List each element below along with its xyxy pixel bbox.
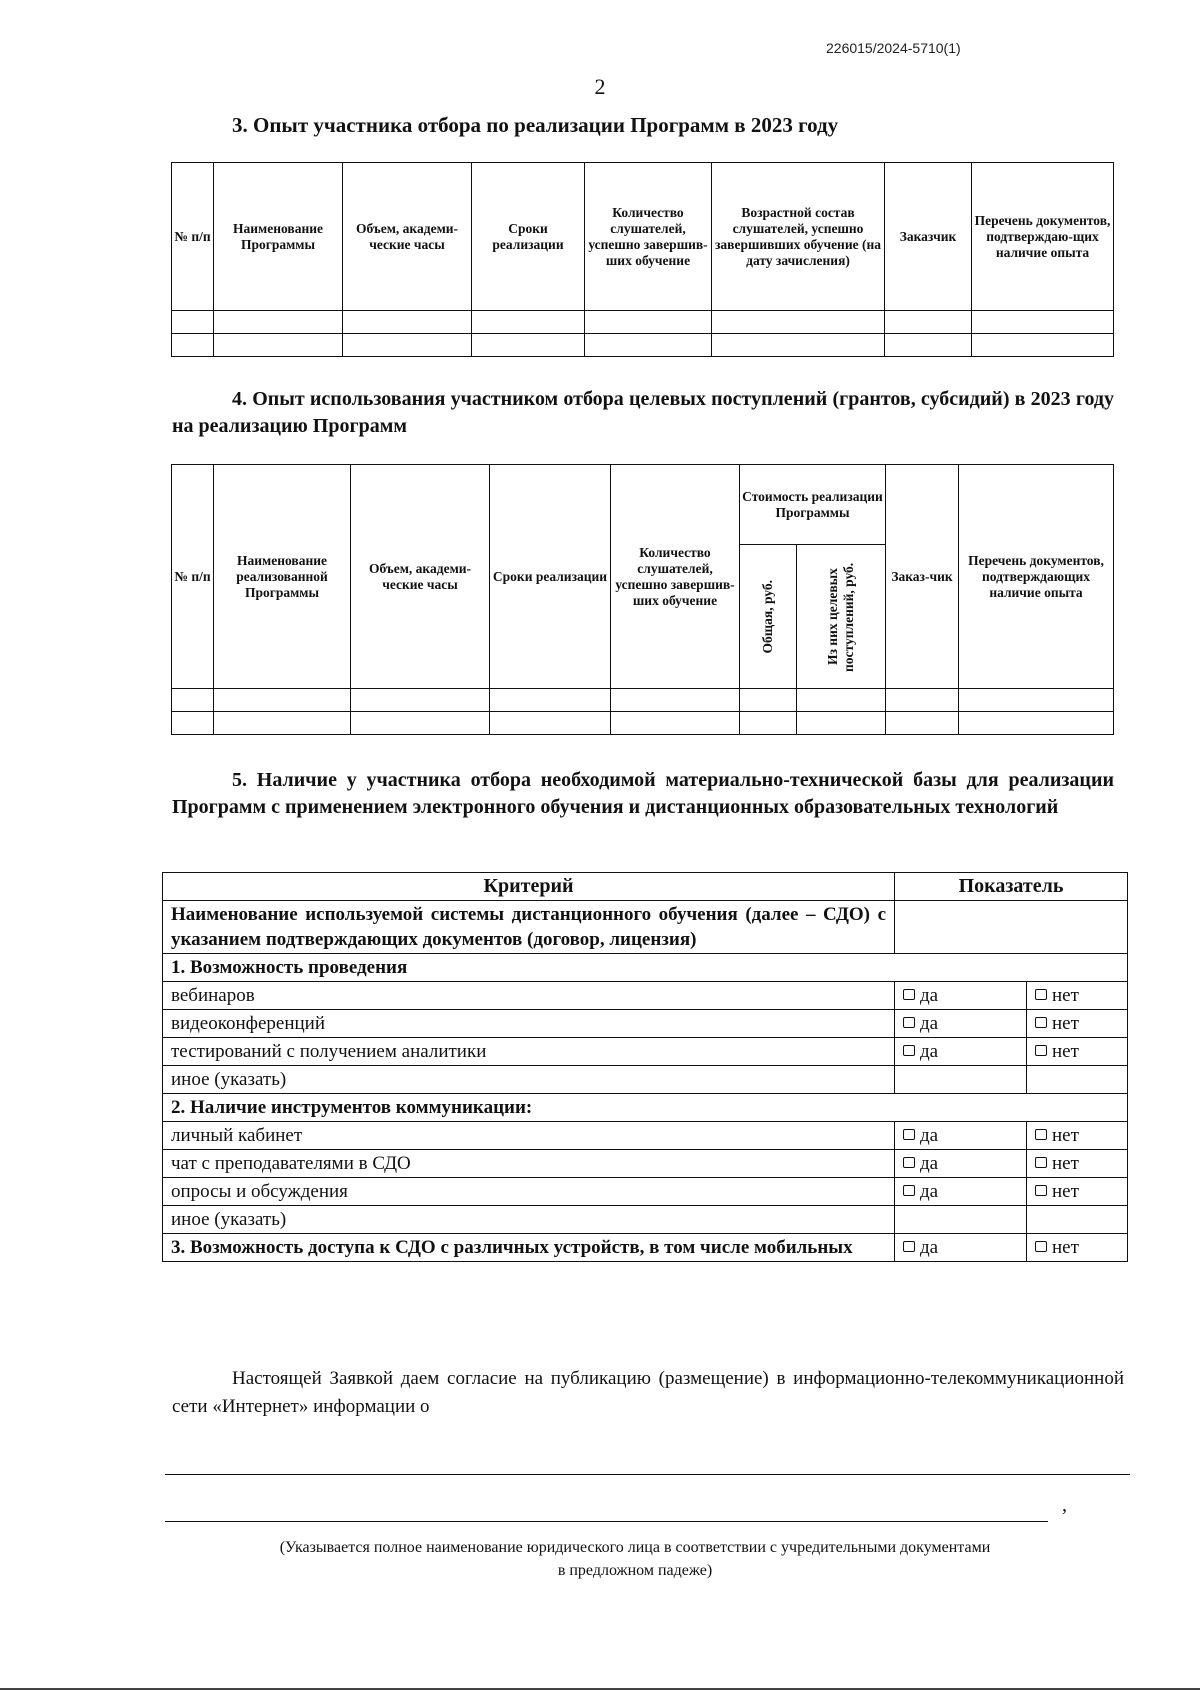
table-cell[interactable] xyxy=(343,334,472,357)
col-documents: Перечень документов, подтверждаю-щих наличие опыта xyxy=(972,163,1114,311)
yes-checkbox[interactable] xyxy=(895,1010,1027,1038)
no-checkbox[interactable] xyxy=(1027,1038,1128,1066)
org-name-line-2[interactable] xyxy=(165,1521,1048,1522)
table-cell[interactable] xyxy=(214,712,351,735)
no-checkbox[interactable] xyxy=(1027,1234,1128,1262)
section5-title: 5. Наличие у участника отбора необходимой материально-технической базы для реализации Программ с применением электронного обучения и дистанционных образовательных технологий xyxy=(172,769,1114,818)
yes-label: да xyxy=(920,1125,939,1146)
criteria-label: личный кабинет xyxy=(163,1122,895,1150)
table-row xyxy=(172,311,1114,334)
no-label: нет xyxy=(1052,1013,1079,1034)
checkbox-icon[interactable] xyxy=(903,1129,915,1140)
col-program-name: Наименование реализованной Программы xyxy=(214,465,351,689)
criteria-label: чат с преподавателями в СДО xyxy=(163,1150,895,1178)
section3-table xyxy=(171,162,1114,357)
table-cell[interactable] xyxy=(172,334,214,357)
yes-checkbox[interactable] xyxy=(895,1038,1027,1066)
table-cell[interactable] xyxy=(886,689,959,712)
document-id: 226015/2024-5710(1) xyxy=(826,40,961,56)
yes-label: да xyxy=(920,1153,939,1174)
col-students: Количество слушателей, успешно завершив-ших обучение xyxy=(585,163,712,311)
page-number: 2 xyxy=(594,74,606,99)
no-label: нет xyxy=(1052,1041,1079,1062)
yes-label: да xyxy=(920,1041,939,1062)
checkbox-icon[interactable] xyxy=(1035,1185,1047,1196)
no-label: нет xyxy=(1052,985,1079,1006)
org-name-caption-line-2: в предложном падеже) xyxy=(557,1562,713,1579)
yes-checkbox[interactable] xyxy=(895,1150,1027,1178)
col-cost-group: Стоимость реализации Программы xyxy=(740,465,886,545)
checkbox-icon[interactable] xyxy=(903,989,915,1000)
yes-checkbox[interactable] xyxy=(895,1122,1027,1150)
page-bottom-edge xyxy=(0,1688,1200,1690)
other-value-cell[interactable] xyxy=(1027,1066,1128,1094)
criteria-row-chat xyxy=(163,1150,1128,1178)
yes-checkbox[interactable] xyxy=(895,982,1027,1010)
table-cell[interactable] xyxy=(611,689,740,712)
table-cell[interactable] xyxy=(172,689,214,712)
col-customer: Заказчик xyxy=(885,163,972,311)
no-checkbox[interactable] xyxy=(1027,1010,1128,1038)
sdo-name-value[interactable] xyxy=(895,901,1128,954)
no-checkbox[interactable] xyxy=(1027,982,1128,1010)
consent-text: Настоящей Заявкой даем согласие на публикацию (размещение) в информационно-телекоммуникационной сети «Интернет» информации о xyxy=(172,1368,1124,1417)
table-cell[interactable] xyxy=(797,689,886,712)
no-checkbox[interactable] xyxy=(1027,1178,1128,1206)
col-age-composition: Возрастной состав слушателей, успешно завершивших обучение (на дату зачисления) xyxy=(712,163,885,311)
indicator-header: Показатель xyxy=(895,873,1128,901)
table-cell[interactable] xyxy=(740,712,797,735)
criteria-row-surveys xyxy=(163,1178,1128,1206)
yes-label: да xyxy=(920,1237,939,1258)
col-cost-targeted: Из них целевых поступлений, руб. xyxy=(825,561,856,672)
group3-title: 3. Возможность доступа к СДО с различных устройств, в том числе мобильных xyxy=(163,1234,895,1262)
table-cell[interactable] xyxy=(886,712,959,735)
table-cell[interactable] xyxy=(712,311,885,334)
table-cell[interactable] xyxy=(214,689,351,712)
table-cell[interactable] xyxy=(472,334,585,357)
checkbox-icon[interactable] xyxy=(1035,1157,1047,1168)
criterion-header: Критерий xyxy=(163,873,895,901)
yes-label: да xyxy=(920,1013,939,1034)
criteria-row-mobile-access xyxy=(163,1234,1128,1262)
col-customer: Заказ-чик xyxy=(886,465,959,689)
col-volume: Объем, академи-ческие часы xyxy=(343,163,472,311)
no-label: нет xyxy=(1052,1181,1079,1202)
no-label: нет xyxy=(1052,1237,1079,1258)
group1-title: 1. Возможность проведения xyxy=(163,954,1128,982)
criteria-row-personal-account xyxy=(163,1122,1128,1150)
table-cell[interactable] xyxy=(585,311,712,334)
table-cell[interactable] xyxy=(172,712,214,735)
section4-table xyxy=(171,464,1114,735)
table-row xyxy=(172,689,1114,712)
no-label: нет xyxy=(1052,1125,1079,1146)
table-cell[interactable] xyxy=(490,689,611,712)
table-cell[interactable] xyxy=(343,311,472,334)
table-cell[interactable] xyxy=(351,712,490,735)
criteria-row-other xyxy=(163,1206,1128,1234)
checkbox-icon[interactable] xyxy=(1035,989,1047,1000)
table-cell[interactable] xyxy=(214,334,343,357)
criteria-label: вебинаров xyxy=(163,982,895,1010)
col-students: Количество слушателей, успешно завершив-ших обучение xyxy=(611,465,740,689)
criteria-label: иное (указать) xyxy=(163,1066,895,1094)
table-cell[interactable] xyxy=(885,334,972,357)
table-cell[interactable] xyxy=(712,334,885,357)
sdo-name-label: Наименование используемой системы дистанционного обучения (далее – СДО) с указанием подтверждающих документов (договор, лицензия) xyxy=(163,901,895,954)
table-cell[interactable] xyxy=(490,712,611,735)
table-cell[interactable] xyxy=(972,311,1114,334)
comma: , xyxy=(1062,1494,1067,1516)
col-volume: Объем, академи-ческие часы xyxy=(351,465,490,689)
other-value-cell[interactable] xyxy=(895,1206,1027,1234)
criteria-row-videoconferences xyxy=(163,1010,1128,1038)
no-label: нет xyxy=(1052,1153,1079,1174)
other-value-cell[interactable] xyxy=(1027,1206,1128,1234)
no-checkbox[interactable] xyxy=(1027,1122,1128,1150)
org-name-line-1[interactable] xyxy=(165,1474,1130,1475)
col-terms: Сроки реализации xyxy=(490,465,611,689)
col-terms: Сроки реализации xyxy=(472,163,585,311)
group2-title: 2. Наличие инструментов коммуникации: xyxy=(163,1094,1128,1122)
criteria-label: иное (указать) xyxy=(163,1206,895,1234)
section5-table xyxy=(162,872,1128,1262)
table-cell[interactable] xyxy=(472,311,585,334)
checkbox-icon[interactable] xyxy=(1035,1045,1047,1056)
checkbox-icon[interactable] xyxy=(1035,1129,1047,1140)
yes-checkbox[interactable] xyxy=(895,1178,1027,1206)
criteria-row-other xyxy=(163,1066,1128,1094)
criteria-row-testing xyxy=(163,1038,1128,1066)
no-checkbox[interactable] xyxy=(1027,1150,1128,1178)
section4-title: 4. Опыт использования участником отбора целевых поступлений (грантов, субсидий) в 2023 году на реализацию Программ xyxy=(172,388,1114,437)
table-cell[interactable] xyxy=(172,311,214,334)
yes-label: да xyxy=(920,985,939,1006)
criteria-label: видеоконференций xyxy=(163,1010,895,1038)
yes-checkbox[interactable] xyxy=(895,1234,1027,1262)
section3-title: 3. Опыт участника отбора по реализации Программ в 2023 году xyxy=(232,113,839,137)
table-cell[interactable] xyxy=(959,689,1114,712)
table-cell[interactable] xyxy=(351,689,490,712)
col-documents: Перечень документов, подтверждающих наличие опыта xyxy=(959,465,1114,689)
col-program-name: Наименование Программы xyxy=(214,163,343,311)
org-name-caption-line-1: (Указывается полное наименование юридического лица в соответствии с учредительными документами xyxy=(279,1539,991,1556)
checkbox-icon[interactable] xyxy=(1035,1017,1047,1028)
yes-label: да xyxy=(920,1181,939,1202)
table-cell[interactable] xyxy=(611,712,740,735)
checkbox-icon[interactable] xyxy=(903,1045,915,1056)
checkbox-icon[interactable] xyxy=(903,1185,915,1196)
checkbox-icon[interactable] xyxy=(903,1241,915,1252)
table-cell[interactable] xyxy=(797,712,886,735)
table-cell[interactable] xyxy=(585,334,712,357)
table-cell[interactable] xyxy=(214,311,343,334)
table-cell[interactable] xyxy=(959,712,1114,735)
table-cell[interactable] xyxy=(885,311,972,334)
col-num: № п/п xyxy=(172,465,214,689)
table-cell[interactable] xyxy=(972,334,1114,357)
table-row xyxy=(172,712,1114,735)
other-value-cell[interactable] xyxy=(895,1066,1027,1094)
checkbox-icon[interactable] xyxy=(1035,1241,1047,1252)
checkbox-icon[interactable] xyxy=(903,1157,915,1168)
table-cell[interactable] xyxy=(740,689,797,712)
col-num: № п/п xyxy=(172,163,214,311)
table-row xyxy=(172,334,1114,357)
criteria-label: опросы и обсуждения xyxy=(163,1178,895,1206)
checkbox-icon[interactable] xyxy=(903,1017,915,1028)
col-cost-total: Общая, руб. xyxy=(760,579,775,654)
criteria-row-webinars xyxy=(163,982,1128,1010)
criteria-label: тестирований с получением аналитики xyxy=(163,1038,895,1066)
